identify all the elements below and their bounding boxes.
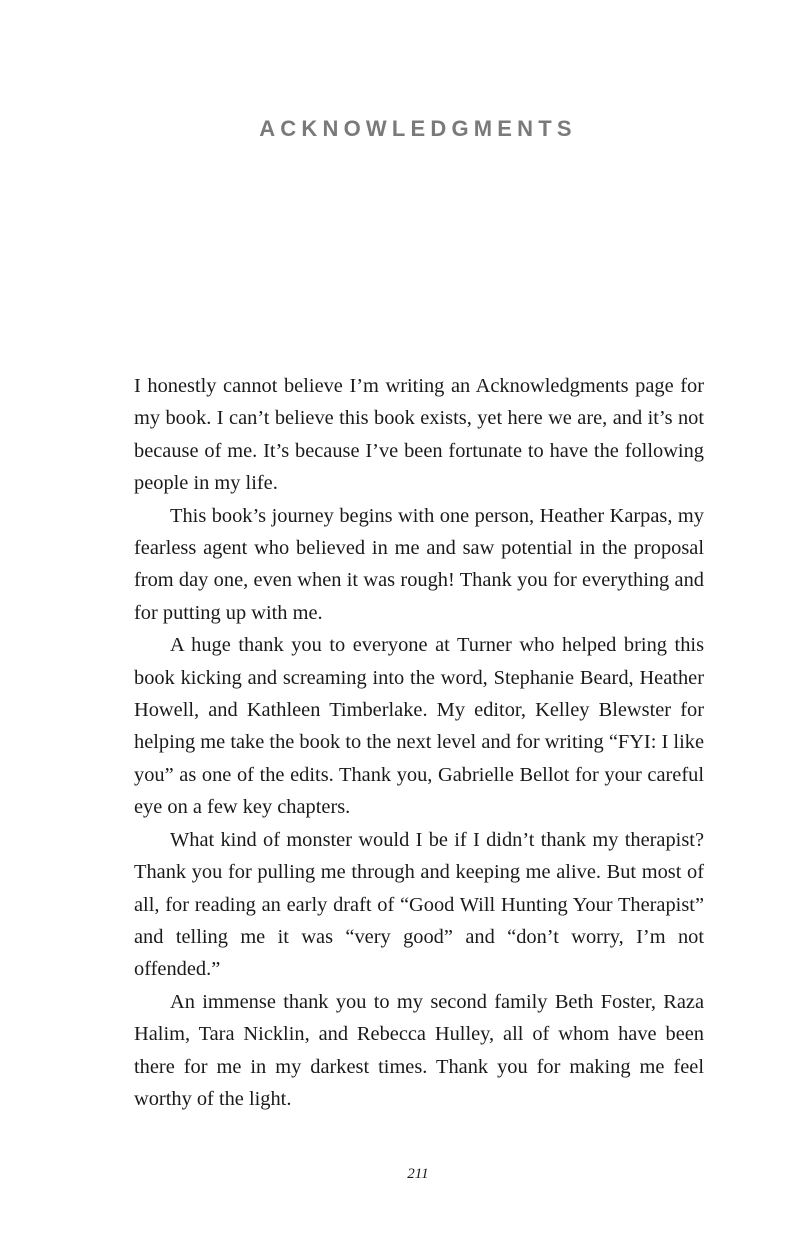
paragraph-intro: I honestly cannot believe I’m writing an Acknowledgments page for my book. I can’t believe this book exists, yet here we are, and it’s not because of me. It’s because I’ve been fortunate to have the following people in my life.	[134, 375, 704, 495]
page-heading: ACKNOWLEDGMENTS	[259, 116, 577, 141]
page-number: 211	[407, 1166, 429, 1182]
paragraph-family: An immense thank you to my second family Beth Foster, Raza Halim, Tara Nicklin, and Rebecca Hulley, all of whom have been there for me in my darkest times. Thank you for making me feel worthy of the light.	[134, 990, 704, 1110]
paragraph-therapist: What kind of monster would I be if I didn’t thank my therapist? Thank you for pulling me through and keeping me alive. But most of all, for reading an early draft of “Good Will Hunting Your Therapist” and telling me it was “very good” and “don’t worry, I’m not offended.”	[134, 828, 704, 981]
paragraph-agent: This book’s journey begins with one person, Heather Karpas, my fearless agent who believed in me and saw potential in the proposal from day one, even when it was rough! Thank you for everything and for putting up with me.	[134, 504, 704, 624]
acknowledgments-body	[134, 370, 704, 1115]
paragraph-publisher: A huge thank you to everyone at Turner who helped bring this book kicking and screaming into the word, Stephanie Beard, Heather Howell, and Kathleen Timberlake. My editor, Kelley Blewster for helping me take the book to the next level and for writing “FYI: I like you” as one of the edits. Thank you, Gabrielle Bellot for your careful eye on a few key chapters.	[134, 634, 704, 819]
